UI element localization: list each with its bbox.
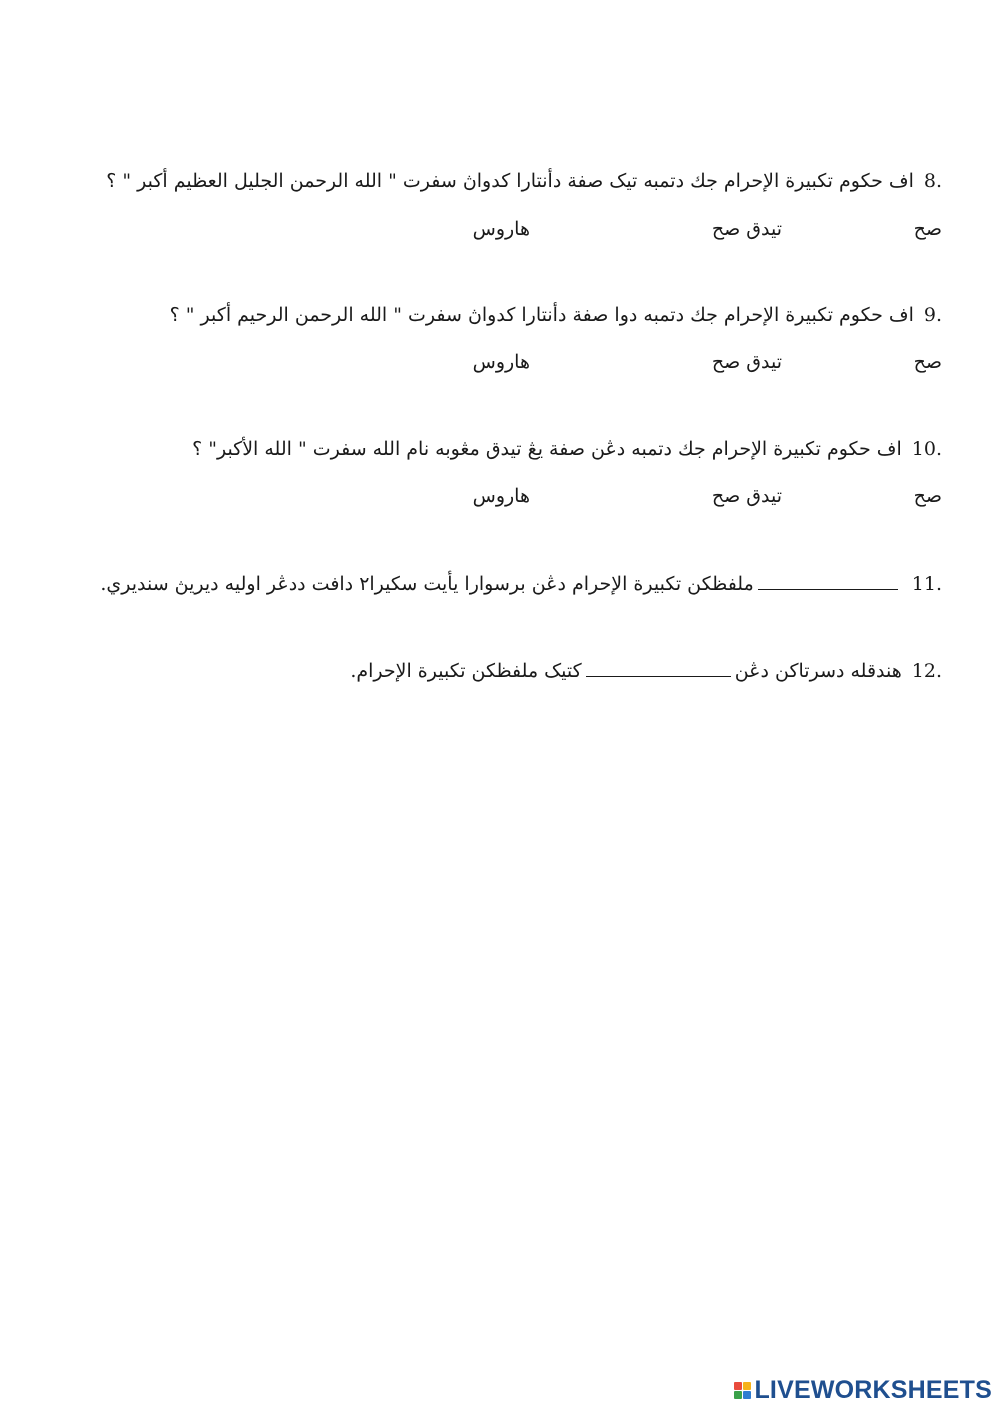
question-12 [80,656,942,686]
logo-block-red [734,1382,742,1390]
question-number: 11. [911,573,942,595]
question-9 [80,300,942,330]
question-text-before: هندقله دسرتاكن دڠن [734,660,902,682]
option-false[interactable]: تيدق صح [711,351,782,373]
question-text: اف حكوم تكبيرة الإحرام جك دتمبه دوا صفة دأنتارا كدواڽ سفرت " الله الرحمن الرحيم أكبر " ؟ [169,304,914,326]
logo-block-green [734,1391,742,1399]
liveworksheets-logo [734,1376,992,1405]
option-false[interactable]: تيدق صح [711,485,782,507]
question-text: اف حكوم تكبيرة الإحرام جك دتمبه دڠن صفة يڠ تيدق مڠوبه نام الله سفرت " الله الأكبر" ؟ [192,438,902,460]
logo-block-yellow [743,1382,751,1390]
option-true[interactable]: صح [913,485,942,507]
question-text: اف حكوم تكبيرة الإحرام جك دتمبه تيک صفة دأنتارا كدواڽ سفرت " الله الرحمن الجليل العظيم أكبر " ؟ [106,170,914,192]
option-true[interactable]: صح [913,218,942,240]
question-8-options [80,214,942,244]
option-haros[interactable]: هاروس [472,485,530,507]
option-haros[interactable]: هاروس [472,351,530,373]
question-number: 8. [923,170,942,192]
option-false[interactable]: تيدق صح [711,218,782,240]
question-11 [80,569,942,599]
option-haros[interactable]: هاروس [472,218,530,240]
answer-blank[interactable] [758,571,898,590]
question-10-options [80,481,942,511]
question-text-after: ملفظكن تكبيرة الإحرام دڠن برسوارا يأيت سكيرا٢ دافت ددڠر اوليه ديريڽ سنديري. [100,573,754,595]
question-9-options [80,347,942,377]
question-number: 12. [911,660,942,682]
option-true[interactable]: صح [913,351,942,373]
logo-block-blue [743,1391,751,1399]
logo-text: LIVEWORKSHEETS [754,1376,992,1404]
question-text-after: كتيک ملفظكن تكبيرة الإحرام. [350,660,582,682]
question-number: 10. [911,438,942,460]
question-10 [80,434,942,464]
logo-icon [734,1382,751,1399]
question-number: 9. [923,304,942,326]
question-8 [80,166,942,196]
answer-blank[interactable] [586,658,731,677]
